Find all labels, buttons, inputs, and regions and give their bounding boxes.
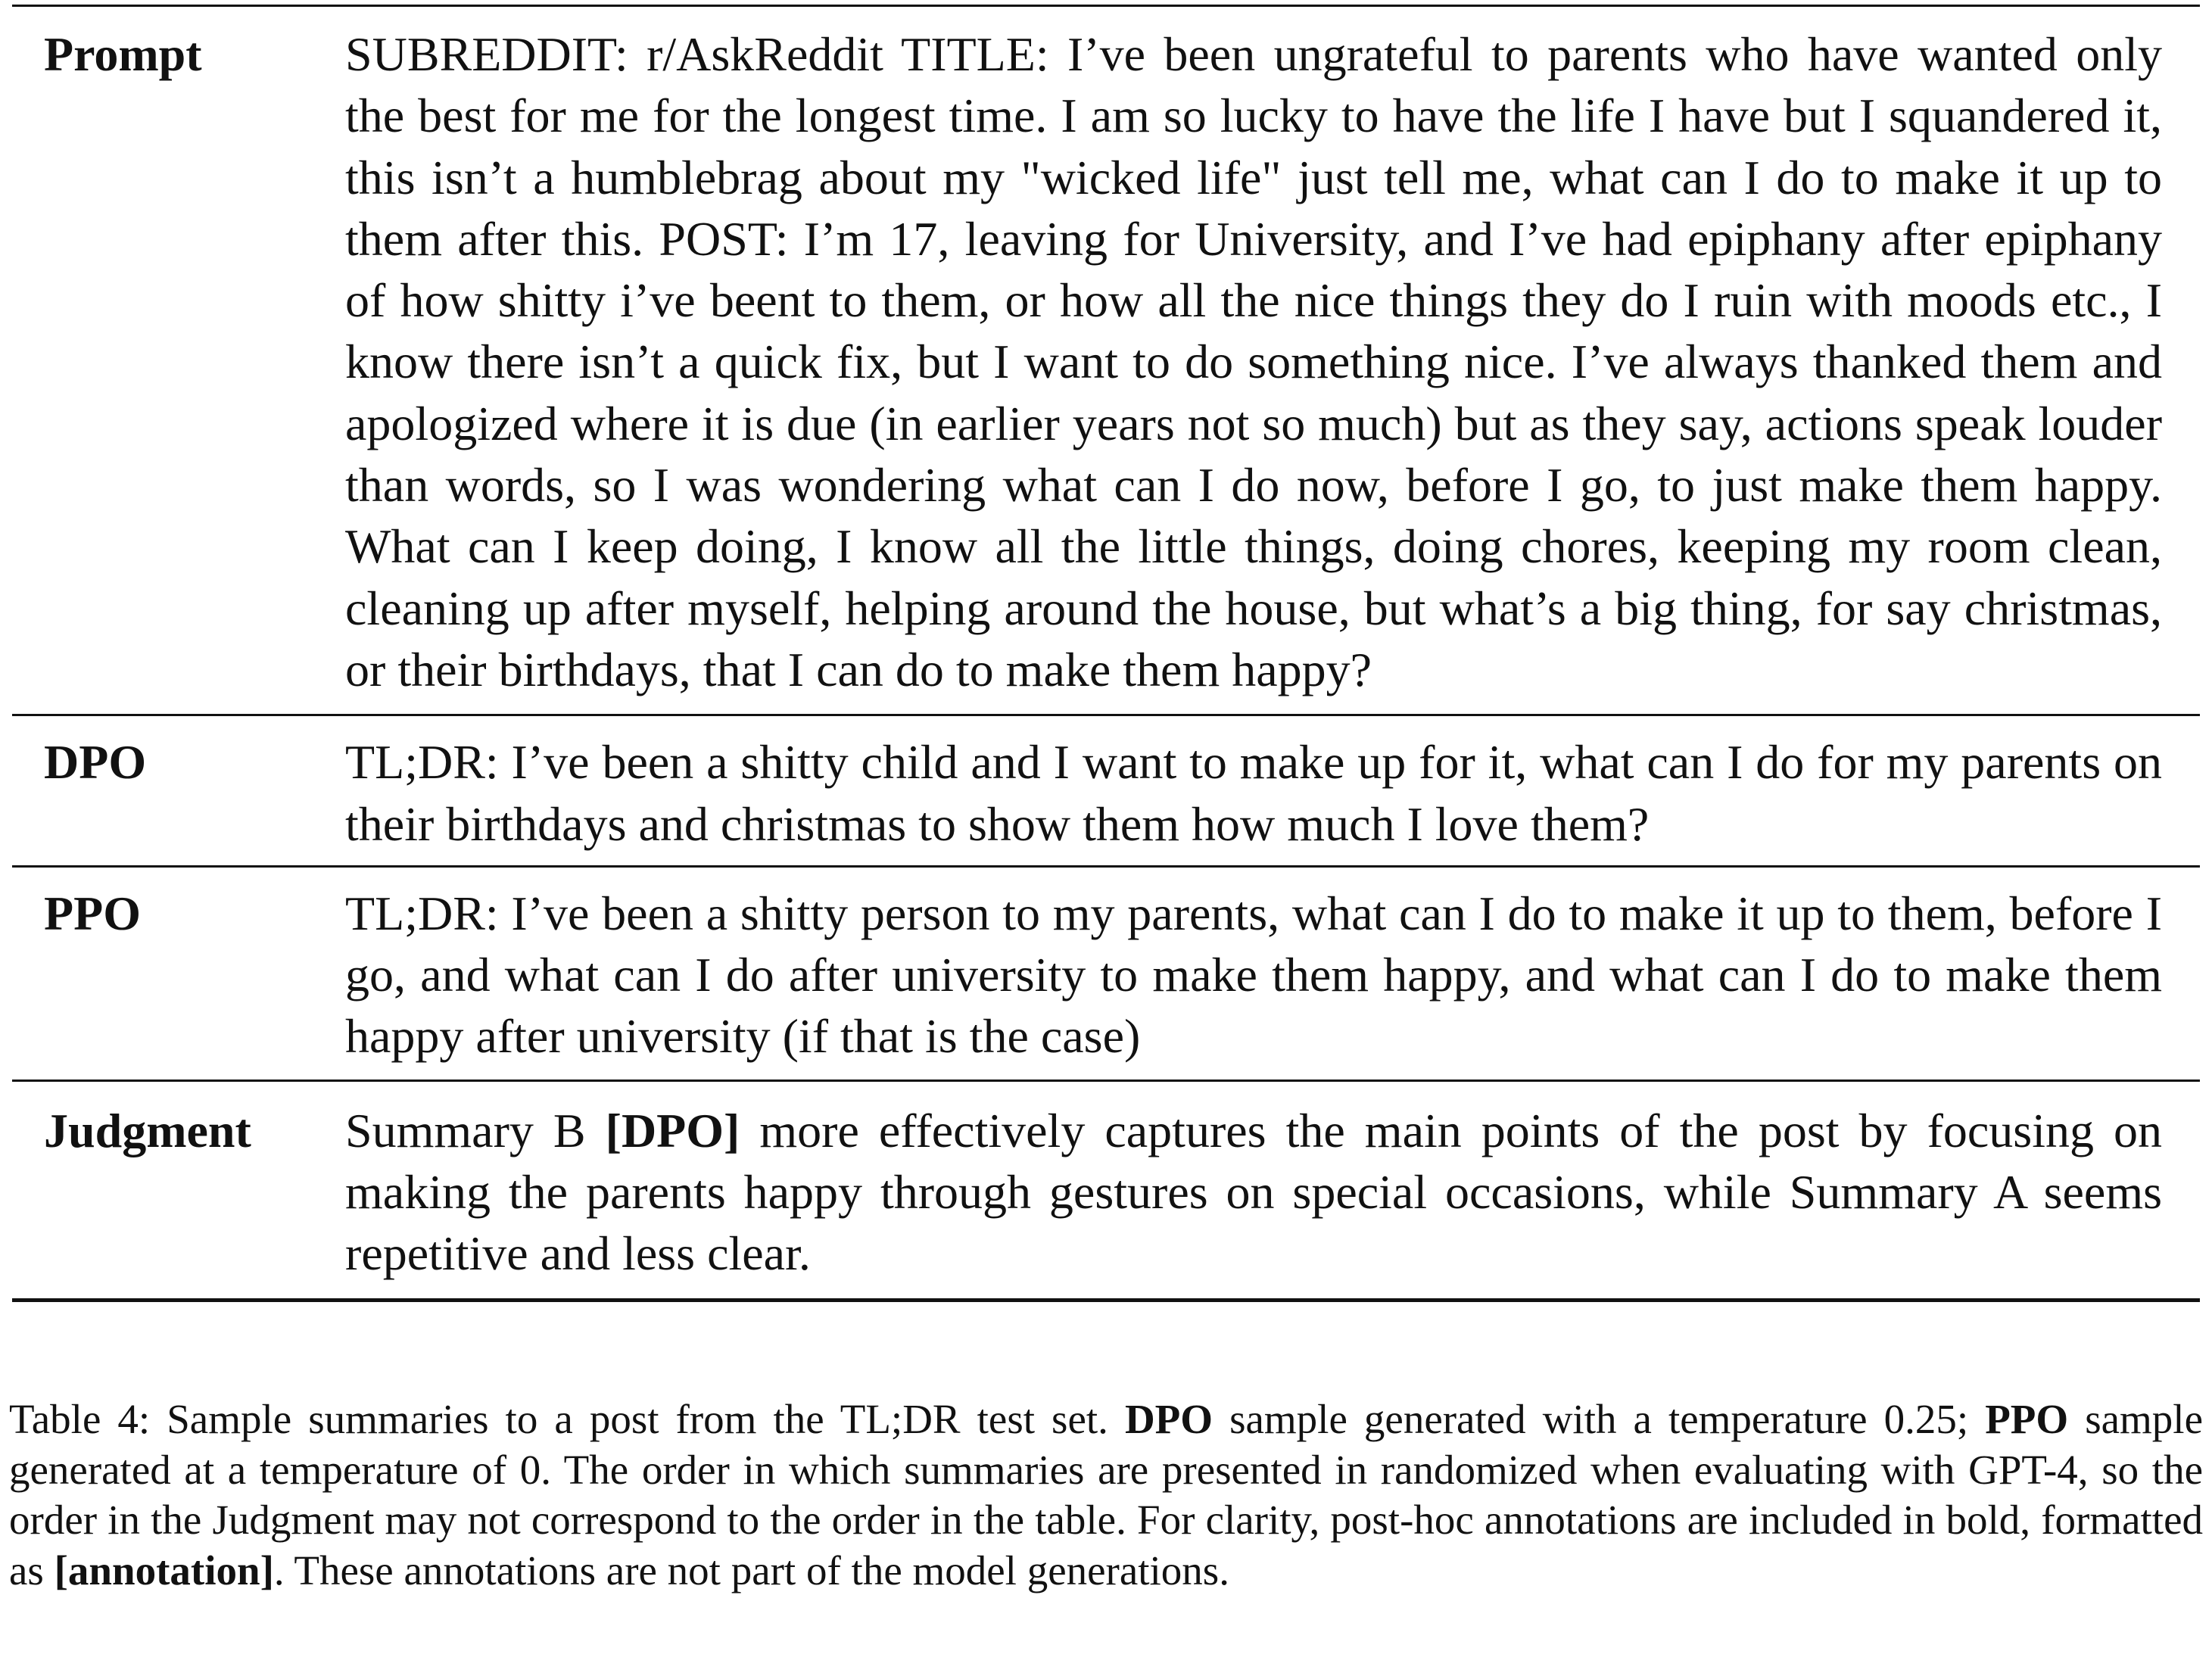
row-text-prompt: SUBREDDIT: r/AskReddit TITLE: I’ve been ungrateful to parents who have wanted only the best for me for the longest time. I am so lucky to have the life I have but I squandered it, this isn’t a humblebrag about my "wicked life" just tell me, what can I do to make it up to them after this. POST: I’m 17, leaving for University, and I’ve had epiphany after epiphany of how shitty i’ve beent to them, or how all the nice things they do I ruin with moods etc., I know there isn’t a quick fix, but I want to do something nice. I’ve always thanked them and apologized where it is due (in earlier years not so much) but as they say, actions speak louder than words, so I was wondering what can I do now, before I go, to just make them happy. What can I keep doing, I know all the little things, doing chores, keeping my room clean, cleaning up after myself, helping around the house, but what’s a big thing, for say christmas, or their birthdays, that I can do to make them happy? <box>345 27 2162 696</box>
row-label-ppo: PPO <box>44 886 141 940</box>
table-row-judgment <box>12 1082 2200 1298</box>
caption-part2: sample generated at a temperature of 0. The order in which summaries are presented in randomized when evaluating with GPT-4, so the order in the Judgment may not correspond to the order in the table. For clarity, post-hoc annotations are included in bold, formatted as <box>9 1396 2203 1594</box>
table-caption <box>9 1394 2203 1596</box>
table-bottom-rule <box>12 1298 2200 1302</box>
table-row-ppo <box>12 868 2200 1080</box>
caption-dpo-label: DPO <box>1124 1396 1213 1442</box>
sample-summaries-table <box>12 0 2200 1302</box>
row-label-dpo: DPO <box>44 735 147 790</box>
row-label-prompt: Prompt <box>44 27 202 81</box>
caption-ppo-label: PPO <box>1985 1396 2069 1442</box>
row-text-dpo: TL;DR: I’ve been a shitty child and I want to make up for it, what can I do for my parents on their birthdays and christmas to show them how much I love them? <box>345 735 2162 851</box>
table-row-prompt <box>12 7 2200 714</box>
caption-annotation-example: [annotation] <box>54 1547 274 1594</box>
row-text-ppo: TL;DR: I’ve been a shitty person to my parents, what can I do to make it up to them, before I go, and what can I do after university to make them happy, and what can I do to make them happy after university (if that is the case) <box>345 886 2162 1064</box>
row-label-judgment: Judgment <box>44 1103 251 1157</box>
judgment-text-after: more effectively captures the main points of the post by focusing on making the parents happy through gestures on special occasions, while Summary A seems repetitive and less clear. <box>345 1103 2163 1281</box>
row-text-judgment <box>345 1100 2162 1285</box>
judgment-annotation: [DPO] <box>605 1103 740 1157</box>
caption-prefix: Table 4: Sample summaries to a post from the TL;DR test set. <box>9 1396 1125 1442</box>
table-row-dpo <box>12 716 2200 865</box>
caption-part3: . These annotations are not part of the model generations. <box>273 1547 1229 1594</box>
judgment-text-before: Summary B <box>345 1103 606 1157</box>
caption-part1: sample generated with a temperature 0.25; <box>1213 1396 1986 1442</box>
